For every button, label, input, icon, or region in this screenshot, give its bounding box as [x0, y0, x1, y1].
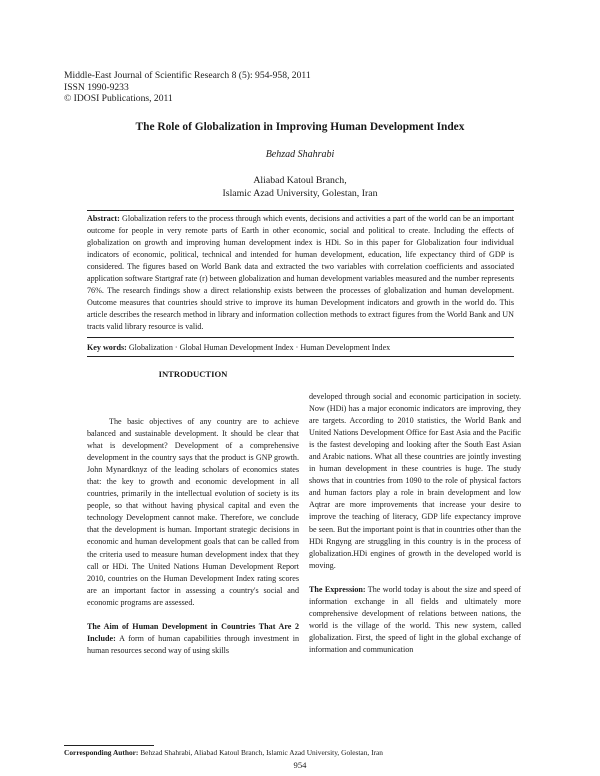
corresponding-label: Corresponding Author:	[64, 748, 139, 757]
abstract-label: Abstract:	[87, 214, 120, 223]
journal-info	[64, 70, 311, 105]
abstract	[87, 213, 514, 333]
footer-rule	[64, 745, 154, 746]
affiliation-university: Islamic Azad University, Golestan, Iran	[222, 188, 378, 199]
expression-heading: The Expression:	[309, 584, 366, 594]
keywords-label: Key words:	[87, 343, 127, 352]
paper-title: The Role of Globalization in Improving Human Development Index	[135, 121, 465, 133]
aim-heading: The Aim of Human Development in Countries That Are 2 Include:	[87, 621, 299, 643]
corresponding-text: Behzad Shahrabi, Aliabad Katoul Branch, Islamic Azad University, Golestan, Iran	[138, 748, 383, 757]
journal-copyright: © IDOSI Publications, 2011	[64, 93, 173, 105]
page-number: 954	[293, 760, 307, 770]
abstract-top-rule	[87, 210, 514, 211]
right-column	[309, 391, 521, 656]
left-column	[87, 396, 299, 657]
author-name: Behzad Shahrabi	[265, 149, 335, 160]
introduction-heading: INTRODUCTION	[158, 369, 228, 379]
right-paragraph: developed through social and economic participation in society. Now (HDi) has a major economic indicators are improving, they are targets. According to 2010 statistics, the World Bank and United Nations Development Office for East Asia and the Pacific is the fastest developing and looking after the South East Asian and Arabic nations. What all these countries are jointly investing in human development in these countries is huge. The study shows that in countries from 1090 to the role of physical factors and human factors play a role in brain development and low Aqtrar are more improvements that increase your desire to improve the teaching of literacy, GDP life expectancy improve be seen. But the important point is that in countries other than the HDi Rngyng are struggling in this country is in the process of globalization.HDi engines of growth in the developed world is moving.	[309, 392, 521, 570]
abstract-bottom-rule	[87, 337, 514, 338]
expression-paragraph	[309, 584, 521, 656]
keywords	[87, 342, 514, 354]
corresponding-author	[64, 748, 536, 757]
expression-text: The world today is about the size and speed of information exchange in all fields and ultimately more comprehensive development of relations between nations, the world is the village of the world. This new system, called globalization. First, the speed of light in the global exchange of information and communication	[309, 584, 521, 654]
aim-paragraph	[87, 621, 299, 657]
journal-issn: ISSN 1990-9233	[64, 81, 129, 93]
author-affiliation	[0, 174, 600, 200]
journal-citation: Middle-East Journal of Scientific Research 8 (5): 954-958, 2011	[64, 70, 311, 81]
abstract-text: Globalization refers to the process through which events, decisions and activities a part of the world can be an important outcome for people in very remote parts of Earth in other economic, social and political to create. Including the effects of globalization on growth and improving human development index is HDi. So in this paper for Globalization four individual indicators of economic, political, technical and intended for human development, education, life expectancy third of GDP is considered. The figures based on World Bank data and extracted the two variables with correlation coefficients and associated application software Startgraf rate (r) between globalization and human development variables measured and the number represents 76%. The research findings show a direct relationship exists between the processes of globalization and human development. Outcome measures that countries should strive to improve its human Development indicators and growth in the world do. This article describes the research method in library and information collection methods to extract figures from the World Bank and UN tracts valid library resource is valid.	[87, 214, 514, 331]
keywords-bottom-rule	[87, 356, 514, 357]
aim-text: A form of human capabilities through investment in human resources second way of using skills	[87, 633, 299, 655]
keywords-text: Globalization · Global Human Development Index · Human Development Index	[126, 343, 391, 352]
intro-paragraph: The basic objectives of any country are to achieve balanced and sustainable development. It should be clear that what is development? Development of a comprehensive development in the country says that the product is GNP growth. John Mynardknyz of the leading scholars of economics states that: the key to growth and economic development in all countries, primarily in the intellectual evolution of society is its people, so that without having physical capital and even the technology Development cannot make. Therefore, we conclude that the development is human. Important strategic decisions in economic and human development goals that can be called from the criteria used to measure human development index that they call or HDi. The United Nations Human Development Report 2010, countries on the Human Development Index rating scores are an important factor in assessing a country's social and economic programs are assessed.	[87, 417, 299, 607]
affiliation-branch: Aliabad Katoul Branch,	[253, 175, 347, 186]
